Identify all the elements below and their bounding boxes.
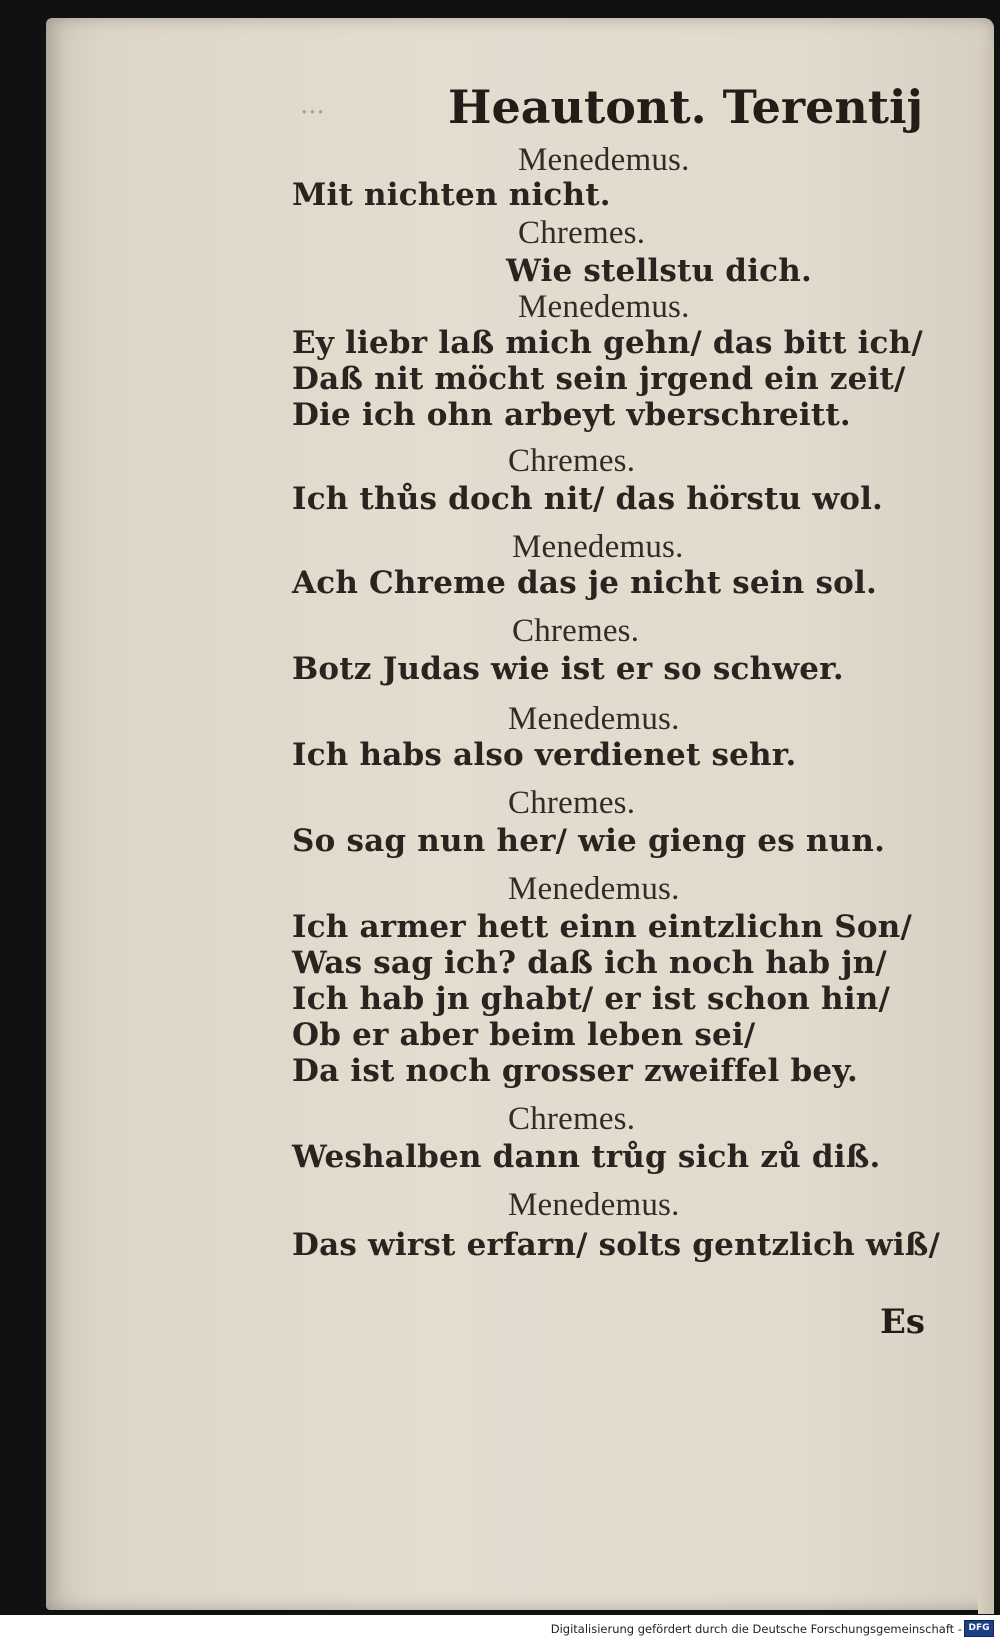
verse-line: Wie stellstu dich. xyxy=(506,253,812,289)
footer-credit: Digitalisierung gefördert durch die Deutsche Forschungsgemeinschaft - xyxy=(550,1622,962,1636)
speaker-label: Menedemus. xyxy=(508,871,680,907)
speaker-label: Menedemus. xyxy=(518,142,690,178)
speaker-label: Menedemus. xyxy=(518,289,690,325)
digitization-footer xyxy=(0,1615,1000,1641)
verse-line: Das wirst erfarn/ solts gentzlich wiß/ xyxy=(292,1227,941,1263)
verse-line: Botz Judas wie ist er so schwer. xyxy=(292,651,844,687)
verse-line: Ich habs also verdienet sehr. xyxy=(292,737,797,773)
verse-line: Ich hab jn ghabt/ er ist schon hin/ xyxy=(292,981,890,1017)
speaker-label: Chremes. xyxy=(512,613,640,649)
speaker-label: Chremes. xyxy=(518,215,646,251)
verse-line: Da ist noch grosser zweiffel bey. xyxy=(292,1053,858,1089)
dfg-logo: DFG xyxy=(964,1620,994,1637)
verse-line: Ach Chreme das je nicht sein sol. xyxy=(292,565,878,601)
speaker-label: Menedemus. xyxy=(508,701,680,737)
speaker-label: Menedemus. xyxy=(508,1187,680,1223)
verse-line: Ich armer hett einn eintzlichn Son/ xyxy=(292,909,913,945)
verse-line: Ey liebr laß mich gehn/ das bitt ich/ xyxy=(292,325,923,361)
verse-line: Was sag ich? daß ich noch hab jn/ xyxy=(292,945,887,981)
folio-number: ... xyxy=(300,90,325,120)
speaker-label: Chremes. xyxy=(508,785,636,821)
speaker-label: Chremes. xyxy=(508,443,636,479)
speaker-label: Chremes. xyxy=(508,1101,636,1137)
verse-line: Die ich ohn arbeyt vberschreitt. xyxy=(292,397,851,433)
verse-line: So sag nun her/ wie gieng es nun. xyxy=(292,823,886,859)
catchword: Es xyxy=(880,1302,926,1342)
verse-line: Weshalben dann trůg sich zů diß. xyxy=(292,1139,881,1175)
verse-line: Ob er aber beim leben sei/ xyxy=(292,1017,756,1053)
verse-line: Mit nichten nicht. xyxy=(292,177,611,213)
verse-line: Ich thůs doch nit/ das hörstu wol. xyxy=(292,481,884,517)
speaker-label: Menedemus. xyxy=(512,529,684,565)
verse-line: Daß nit möcht sein jrgend ein zeit/ xyxy=(292,361,906,397)
running-title: Heautont. Terentij xyxy=(448,80,924,134)
